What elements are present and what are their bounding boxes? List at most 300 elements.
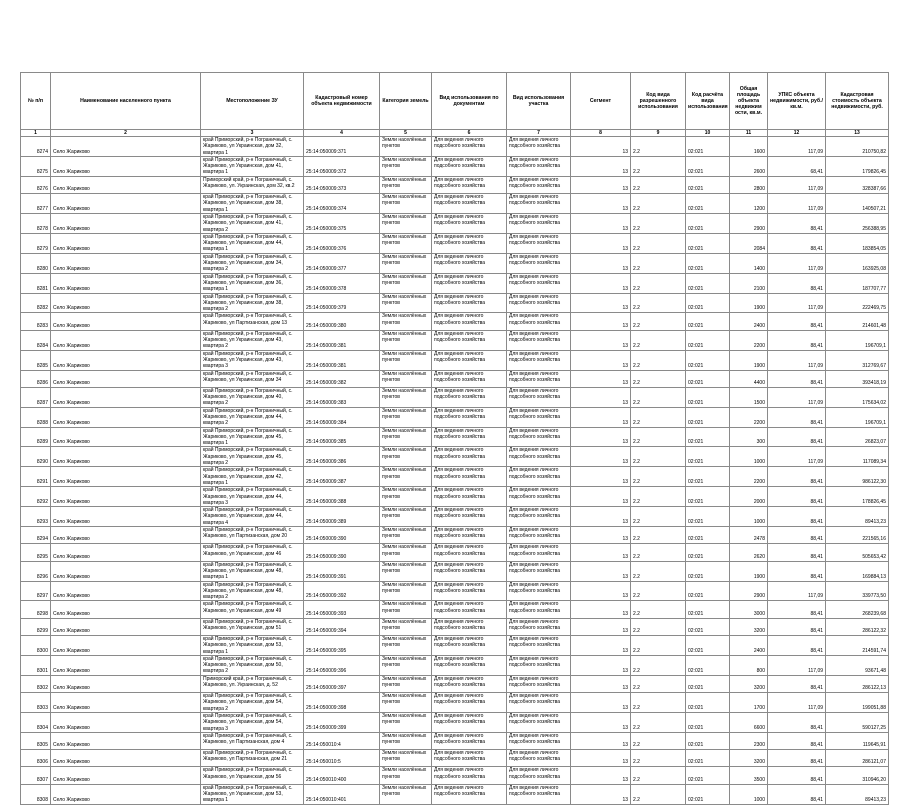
table-row [21, 732, 889, 749]
row-number: 8303 [21, 693, 51, 713]
settlement-cell: Село Жариково [51, 427, 201, 447]
settlement-cell: Село Жариково [51, 293, 201, 313]
plot-use-cell: Для ведения личного подсобного хозяйства [507, 253, 571, 273]
row-number: 8293 [21, 507, 51, 527]
land-category-cell: Земли населённых пунктов [380, 561, 432, 581]
segment-cell: 13 [571, 732, 631, 749]
calc-code-cell: 02:021 [686, 370, 730, 387]
table-row [21, 273, 889, 293]
table-row [21, 467, 889, 487]
land-category-cell: Земли населённых пунктов [380, 156, 432, 176]
col-index: 5 [380, 130, 432, 137]
area-cell: 6600 [730, 712, 768, 732]
plot-use-cell: Для ведения личного подсобного хозяйства [507, 675, 571, 692]
plot-use-cell: Для ведения личного подсобного хозяйства [507, 176, 571, 193]
land-category-cell: Земли населённых пунктов [380, 350, 432, 370]
settlement-cell: Село Жариково [51, 618, 201, 635]
calc-code-cell: 02:021 [686, 767, 730, 784]
use-by-documents-cell: Для ведения личного подсобного хозяйства [432, 176, 507, 193]
plot-use-cell: Для ведения личного подсобного хозяйства [507, 194, 571, 214]
cadastral-number-cell: 25:14:050009:383 [304, 387, 380, 407]
cadastral-number-cell: 25:14:050009:397 [304, 675, 380, 692]
cadastral-number-cell: 25:14:050009:387 [304, 467, 380, 487]
row-number: 8307 [21, 767, 51, 784]
segment-cell: 13 [571, 213, 631, 233]
upks-cell: 88,41 [768, 767, 826, 784]
cadastral-number-cell: 25:14:050010:401 [304, 784, 380, 804]
cadastral-value-cell: 221565,16 [826, 527, 889, 544]
land-category-cell: Земли населённых пунктов [380, 581, 432, 601]
calc-code-cell: 02:021 [686, 750, 730, 767]
permitted-use-code-cell: 2.2 [631, 407, 686, 427]
area-cell: 1900 [730, 293, 768, 313]
use-by-documents-cell: Для ведения личного подсобного хозяйства [432, 636, 507, 656]
table-row [21, 350, 889, 370]
table-row [21, 387, 889, 407]
row-number: 8297 [21, 581, 51, 601]
segment-cell: 13 [571, 693, 631, 713]
land-category-cell: Земли населённых пунктов [380, 487, 432, 507]
use-by-documents-cell: Для ведения личного подсобного хозяйства [432, 750, 507, 767]
table-row [21, 693, 889, 713]
segment-cell: 13 [571, 636, 631, 656]
use-by-documents-cell: Для ведения личного подсобного хозяйства [432, 527, 507, 544]
row-number: 8305 [21, 732, 51, 749]
cadastral-value-cell: 222469,75 [826, 293, 889, 313]
col-index: 2 [51, 130, 201, 137]
settlement-cell: Село Жариково [51, 712, 201, 732]
segment-cell: 13 [571, 194, 631, 214]
segment-cell: 13 [571, 487, 631, 507]
upks-cell: 117,09 [768, 447, 826, 467]
permitted-use-code-cell: 2.2 [631, 750, 686, 767]
use-by-documents-cell: Для ведения личного подсобного хозяйства [432, 675, 507, 692]
permitted-use-code-cell: 2.2 [631, 137, 686, 157]
permitted-use-code-cell: 2.2 [631, 176, 686, 193]
settlement-cell: Село Жариково [51, 313, 201, 330]
row-number: 8294 [21, 527, 51, 544]
segment-cell: 13 [571, 253, 631, 273]
area-cell: 2084 [730, 233, 768, 253]
segment-cell: 13 [571, 618, 631, 635]
upks-cell: 117,09 [768, 194, 826, 214]
area-cell: 800 [730, 655, 768, 675]
cadastral-number-cell: 25:14:050009:382 [304, 370, 380, 387]
cadastral-number-cell: 25:14:050009:372 [304, 156, 380, 176]
location-cell: край Приморский, р-н Пограничный, с. Жариково, ул Украинская, дом 32, квартира 1 [201, 137, 304, 157]
upks-cell: 88,41 [768, 330, 826, 350]
cadastral-value-cell: 196709,1 [826, 330, 889, 350]
use-by-documents-cell: Для ведения личного подсобного хозяйства [432, 712, 507, 732]
use-by-documents-cell: Для ведения личного подсобного хозяйства [432, 447, 507, 467]
settlement-cell: Село Жариково [51, 767, 201, 784]
cadastral-value-cell: 183854,05 [826, 233, 889, 253]
cadastral-value-cell: 119645,91 [826, 732, 889, 749]
row-number: 8283 [21, 313, 51, 330]
settlement-cell: Село Жариково [51, 233, 201, 253]
use-by-documents-cell: Для ведения личного подсобного хозяйства [432, 732, 507, 749]
table-row [21, 370, 889, 387]
location-cell: край Приморский, р-н Пограничный, с. Жариково, ул Украинская, дом 44, квартира 3 [201, 487, 304, 507]
cadastral-value-cell: 310946,20 [826, 767, 889, 784]
permitted-use-code-cell: 2.2 [631, 636, 686, 656]
use-by-documents-cell: Для ведения личного подсобного хозяйства [432, 427, 507, 447]
area-cell: 1400 [730, 253, 768, 273]
cadastral-number-cell: 25:14:050009:388 [304, 487, 380, 507]
row-number: 8288 [21, 407, 51, 427]
cadastral-number-cell: 25:14:050009:384 [304, 407, 380, 427]
land-category-cell: Земли населённых пунктов [380, 213, 432, 233]
col-header-permitted-use-code: Код вида разрешенного использования [631, 73, 686, 130]
settlement-cell: Село Жариково [51, 561, 201, 581]
area-cell: 1600 [730, 137, 768, 157]
table-row [21, 313, 889, 330]
use-by-documents-cell: Для ведения личного подсобного хозяйства [432, 387, 507, 407]
cadastral-number-cell: 25:14:050009:374 [304, 194, 380, 214]
use-by-documents-cell: Для ведения личного подсобного хозяйства [432, 581, 507, 601]
cadastral-number-cell: 25:14:050009:373 [304, 176, 380, 193]
cadastral-value-cell: 187707,77 [826, 273, 889, 293]
col-header-calc-code: Код расчёта вида использования [686, 73, 730, 130]
land-category-cell: Земли населённых пунктов [380, 407, 432, 427]
column-number-row [21, 130, 889, 137]
table-row [21, 618, 889, 635]
table-row [21, 487, 889, 507]
upks-cell: 88,41 [768, 467, 826, 487]
permitted-use-code-cell: 2.2 [631, 313, 686, 330]
cadastral-number-cell: 25:14:050009:378 [304, 273, 380, 293]
segment-cell: 13 [571, 601, 631, 618]
row-number: 8281 [21, 273, 51, 293]
settlement-cell: Село Жариково [51, 137, 201, 157]
cadastral-value-cell: 93671,48 [826, 655, 889, 675]
plot-use-cell: Для ведения личного подсобного хозяйства [507, 601, 571, 618]
plot-use-cell: Для ведения личного подсобного хозяйства [507, 750, 571, 767]
table-row [21, 407, 889, 427]
permitted-use-code-cell: 2.2 [631, 675, 686, 692]
cadastral-number-cell: 25:14:050009:392 [304, 581, 380, 601]
col-index: 1 [21, 130, 51, 137]
plot-use-cell: Для ведения личного подсобного хозяйства [507, 313, 571, 330]
cadastral-number-cell: 25:14:050009:380 [304, 313, 380, 330]
land-category-cell: Земли населённых пунктов [380, 784, 432, 804]
area-cell: 1000 [730, 784, 768, 804]
area-cell: 2200 [730, 467, 768, 487]
location-cell: край Приморский, р-н Пограничный, с. Жариково, ул Украинская, дом 56 [201, 767, 304, 784]
permitted-use-code-cell: 2.2 [631, 293, 686, 313]
use-by-documents-cell: Для ведения личного подсобного хозяйства [432, 253, 507, 273]
plot-use-cell: Для ведения личного подсобного хозяйства [507, 233, 571, 253]
area-cell: 3200 [730, 750, 768, 767]
plot-use-cell: Для ведения личного подсобного хозяйства [507, 527, 571, 544]
cadastral-number-cell: 25:14:050009:396 [304, 655, 380, 675]
location-cell: край Приморский, р-н Пограничный, с. Жариково, ул Украинская, дом 54, квартира 3 [201, 712, 304, 732]
calc-code-cell: 02:021 [686, 507, 730, 527]
cadastral-number-cell: 25:14:050010:5 [304, 750, 380, 767]
row-number: 8280 [21, 253, 51, 273]
use-by-documents-cell: Для ведения личного подсобного хозяйства [432, 507, 507, 527]
permitted-use-code-cell: 2.2 [631, 581, 686, 601]
land-category-cell: Земли населённых пунктов [380, 387, 432, 407]
row-number: 8285 [21, 350, 51, 370]
calc-code-cell: 02:021 [686, 618, 730, 635]
header-row [21, 73, 889, 130]
cadastral-number-cell: 25:14:050009:389 [304, 507, 380, 527]
row-number: 8304 [21, 712, 51, 732]
upks-cell: 88,41 [768, 601, 826, 618]
location-cell: край Приморский, р-н Пограничный, с. Жариково, ул Украинская, дом 53, квартира 1 [201, 636, 304, 656]
use-by-documents-cell: Для ведения личного подсобного хозяйства [432, 156, 507, 176]
calc-code-cell: 02:021 [686, 487, 730, 507]
upks-cell: 117,09 [768, 176, 826, 193]
land-category-cell: Земли населённых пунктов [380, 655, 432, 675]
use-by-documents-cell: Для ведения личного подсобного хозяйства [432, 467, 507, 487]
cadastral-value-cell: 89413,23 [826, 507, 889, 527]
permitted-use-code-cell: 2.2 [631, 467, 686, 487]
cadastral-number-cell: 25:14:050009:386 [304, 447, 380, 467]
calc-code-cell: 02:021 [686, 784, 730, 804]
settlement-cell: Село Жариково [51, 407, 201, 427]
col-header-plot-use: Вид использования участка [507, 73, 571, 130]
area-cell: 3200 [730, 675, 768, 692]
permitted-use-code-cell: 2.2 [631, 601, 686, 618]
area-cell: 1700 [730, 693, 768, 713]
plot-use-cell: Для ведения личного подсобного хозяйства [507, 370, 571, 387]
location-cell: край Приморский, р-н Пограничный, с. Жариково, ул Украинская, дом 48, квартира 2 [201, 581, 304, 601]
plot-use-cell: Для ведения личного подсобного хозяйства [507, 732, 571, 749]
permitted-use-code-cell: 2.2 [631, 427, 686, 447]
row-number: 8282 [21, 293, 51, 313]
use-by-documents-cell: Для ведения личного подсобного хозяйства [432, 313, 507, 330]
permitted-use-code-cell: 2.2 [631, 693, 686, 713]
table-row [21, 253, 889, 273]
col-header-segment: Сегмент [571, 73, 631, 130]
land-category-cell: Земли населённых пунктов [380, 750, 432, 767]
col-index: 8 [571, 130, 631, 137]
area-cell: 1000 [730, 447, 768, 467]
row-number: 8284 [21, 330, 51, 350]
location-cell: край Приморский, р-н Пограничный, с. Жариково, ул Украинская, дом 54, квартира 2 [201, 693, 304, 713]
land-category-cell: Земли населённых пунктов [380, 527, 432, 544]
table-row [21, 156, 889, 176]
location-cell: край Приморский, р-н Пограничный, с. Жариково, ул Украинская, дом 42, квартира 1 [201, 467, 304, 487]
use-by-documents-cell: Для ведения личного подсобного хозяйства [432, 233, 507, 253]
settlement-cell: Село Жариково [51, 784, 201, 804]
location-cell: край Приморский, р-н Пограничный, с. Жариково, ул Украинская, дом 40, квартира 2 [201, 387, 304, 407]
area-cell: 2478 [730, 527, 768, 544]
area-cell: 2400 [730, 636, 768, 656]
row-number: 8298 [21, 601, 51, 618]
cadastral-value-cell: 328387,66 [826, 176, 889, 193]
cadastral-value-cell: 89413,23 [826, 784, 889, 804]
table-row [21, 176, 889, 193]
area-cell: 1900 [730, 561, 768, 581]
area-cell: 2300 [730, 732, 768, 749]
calc-code-cell: 02:021 [686, 561, 730, 581]
permitted-use-code-cell: 2.2 [631, 387, 686, 407]
plot-use-cell: Для ведения личного подсобного хозяйства [507, 544, 571, 561]
use-by-documents-cell: Для ведения личного подсобного хозяйства [432, 487, 507, 507]
upks-cell: 68,41 [768, 156, 826, 176]
cadastral-value-cell: 199051,88 [826, 693, 889, 713]
row-number: 8292 [21, 487, 51, 507]
settlement-cell: Село Жариково [51, 601, 201, 618]
permitted-use-code-cell: 2.2 [631, 253, 686, 273]
settlement-cell: Село Жариково [51, 544, 201, 561]
land-category-cell: Земли населённых пунктов [380, 618, 432, 635]
location-cell: край Приморский, р-н Пограничный, с. Жариково, ул Украинская, дом 41, квартира 2 [201, 213, 304, 233]
use-by-documents-cell: Для ведения личного подсобного хозяйства [432, 544, 507, 561]
upks-cell: 88,41 [768, 407, 826, 427]
use-by-documents-cell: Для ведения личного подсобного хозяйства [432, 767, 507, 784]
cadastral-value-cell: 26823,07 [826, 427, 889, 447]
row-number: 8306 [21, 750, 51, 767]
segment-cell: 13 [571, 447, 631, 467]
table-row [21, 544, 889, 561]
col-header-cadastral-value: Кадастровая стоимость объекта недвижимости, руб. [826, 73, 889, 130]
calc-code-cell: 02:021 [686, 601, 730, 618]
segment-cell: 13 [571, 156, 631, 176]
location-cell: край Приморский, р-н Пограничный, с. Жариково, ул Партизанская, дом 21 [201, 750, 304, 767]
location-cell: Приморский край, р-н Пограничный, с. Жариково, ул. Украинская, дом 32, кв.2 [201, 176, 304, 193]
table-row [21, 712, 889, 732]
settlement-cell: Село Жариково [51, 156, 201, 176]
area-cell: 1000 [730, 507, 768, 527]
cadastral-value-cell: 196709,1 [826, 407, 889, 427]
use-by-documents-cell: Для ведения личного подсобного хозяйства [432, 137, 507, 157]
location-cell: край Приморский, р-н Пограничный, с. Жариково, ул Украинская, дом 45, квартира 2 [201, 447, 304, 467]
plot-use-cell: Для ведения личного подсобного хозяйства [507, 156, 571, 176]
location-cell: край Приморский, р-н Пограничный, с. Жариково, ул Украинская, дом 50, квартира 2 [201, 655, 304, 675]
land-category-cell: Земли населённых пунктов [380, 253, 432, 273]
table-row [21, 655, 889, 675]
row-number: 8290 [21, 447, 51, 467]
upks-cell: 117,09 [768, 137, 826, 157]
permitted-use-code-cell: 2.2 [631, 213, 686, 233]
settlement-cell: Село Жариково [51, 330, 201, 350]
cadastral-value-cell: 986122,30 [826, 467, 889, 487]
table-row [21, 636, 889, 656]
use-by-documents-cell: Для ведения личного подсобного хозяйства [432, 561, 507, 581]
settlement-cell: Село Жариково [51, 467, 201, 487]
permitted-use-code-cell: 2.2 [631, 527, 686, 544]
land-category-cell: Земли населённых пунктов [380, 194, 432, 214]
area-cell: 1500 [730, 387, 768, 407]
permitted-use-code-cell: 2.2 [631, 194, 686, 214]
col-index: 9 [631, 130, 686, 137]
permitted-use-code-cell: 2.2 [631, 447, 686, 467]
land-category-cell: Земли населённых пунктов [380, 293, 432, 313]
row-number: 8301 [21, 655, 51, 675]
location-cell: край Приморский, р-н Пограничный, с. Жариково, ул Украинская, дом 36, квартира 1 [201, 273, 304, 293]
upks-cell: 88,41 [768, 784, 826, 804]
land-category-cell: Земли населённых пунктов [380, 137, 432, 157]
cadastral-number-cell: 25:14:050009:398 [304, 693, 380, 713]
col-index: 11 [730, 130, 768, 137]
cadastral-value-cell: 590127,25 [826, 712, 889, 732]
use-by-documents-cell: Для ведения личного подсобного хозяйства [432, 601, 507, 618]
row-number: 8296 [21, 561, 51, 581]
segment-cell: 13 [571, 561, 631, 581]
upks-cell: 88,41 [768, 732, 826, 749]
segment-cell: 13 [571, 350, 631, 370]
location-cell: край Приморский, р-н Пограничный, с. Жариково, ул Партизанская, дом 13 [201, 313, 304, 330]
upks-cell: 88,41 [768, 427, 826, 447]
permitted-use-code-cell: 2.2 [631, 156, 686, 176]
cadastral-value-table-sheet [20, 72, 888, 805]
row-number: 8274 [21, 137, 51, 157]
land-category-cell: Земли населённых пунктов [380, 176, 432, 193]
table-row [21, 561, 889, 581]
plot-use-cell: Для ведения личного подсобного хозяйства [507, 427, 571, 447]
row-number: 8299 [21, 618, 51, 635]
table-row [21, 427, 889, 447]
area-cell: 2900 [730, 581, 768, 601]
settlement-cell: Село Жариково [51, 447, 201, 467]
area-cell: 2200 [730, 330, 768, 350]
table-row [21, 750, 889, 767]
segment-cell: 13 [571, 330, 631, 350]
cadastral-number-cell: 25:14:050009:395 [304, 636, 380, 656]
use-by-documents-cell: Для ведения личного подсобного хозяйства [432, 655, 507, 675]
segment-cell: 13 [571, 767, 631, 784]
upks-cell: 117,09 [768, 387, 826, 407]
permitted-use-code-cell: 2.2 [631, 350, 686, 370]
cadastral-value-cell: 505653,42 [826, 544, 889, 561]
permitted-use-code-cell: 2.2 [631, 370, 686, 387]
permitted-use-code-cell: 2.2 [631, 544, 686, 561]
cadastral-value-cell: 178826,45 [826, 487, 889, 507]
land-category-cell: Земли населённых пунктов [380, 233, 432, 253]
col-index: 6 [432, 130, 507, 137]
upks-cell: 88,41 [768, 213, 826, 233]
cadastral-value-cell: 179826,45 [826, 156, 889, 176]
table-row [21, 784, 889, 804]
plot-use-cell: Для ведения личного подсобного хозяйства [507, 387, 571, 407]
row-number: 8275 [21, 156, 51, 176]
land-category-cell: Земли населённых пунктов [380, 447, 432, 467]
calc-code-cell: 02:021 [686, 194, 730, 214]
col-header-use-by-documents: Вид использования по документам [432, 73, 507, 130]
col-header-land-category: Категория земель [380, 73, 432, 130]
segment-cell: 13 [571, 176, 631, 193]
table-row [21, 293, 889, 313]
segment-cell: 13 [571, 655, 631, 675]
cadastral-number-cell: 25:14:050009:391 [304, 561, 380, 581]
upks-cell: 88,41 [768, 313, 826, 330]
row-number: 8295 [21, 544, 51, 561]
col-header-location: Местоположение ЗУ [201, 73, 304, 130]
permitted-use-code-cell: 2.2 [631, 712, 686, 732]
row-number: 8276 [21, 176, 51, 193]
location-cell: край Приморский, р-н Пограничный, с. Жариково, ул Украинская, дом 51 [201, 618, 304, 635]
calc-code-cell: 02:021 [686, 253, 730, 273]
cadastral-number-cell: 25:14:050009:394 [304, 618, 380, 635]
plot-use-cell: Для ведения личного подсобного хозяйства [507, 693, 571, 713]
calc-code-cell: 02:021 [686, 233, 730, 253]
use-by-documents-cell: Для ведения личного подсобного хозяйства [432, 273, 507, 293]
location-cell: край Приморский, р-н Пограничный, с. Жариково, ул Партизанская, дом 20 [201, 527, 304, 544]
use-by-documents-cell: Для ведения личного подсобного хозяйства [432, 370, 507, 387]
location-cell: край Приморский, р-н Пограничный, с. Жариково, ул Украинская, дом 43, квартира 2 [201, 330, 304, 350]
cadastral-number-cell: 25:14:050009:376 [304, 233, 380, 253]
location-cell: край Приморский, р-н Пограничный, с. Жариково, ул Украинская, дом 44, квартира 4 [201, 507, 304, 527]
col-header-place: Наименование населенного пункта [51, 73, 201, 130]
calc-code-cell: 02:021 [686, 581, 730, 601]
calc-code-cell: 02:021 [686, 527, 730, 544]
location-cell: край Приморский, р-н Пограничный, с. Жариково, ул Украинская, дом 34, квартира 2 [201, 253, 304, 273]
use-by-documents-cell: Для ведения личного подсобного хозяйства [432, 407, 507, 427]
